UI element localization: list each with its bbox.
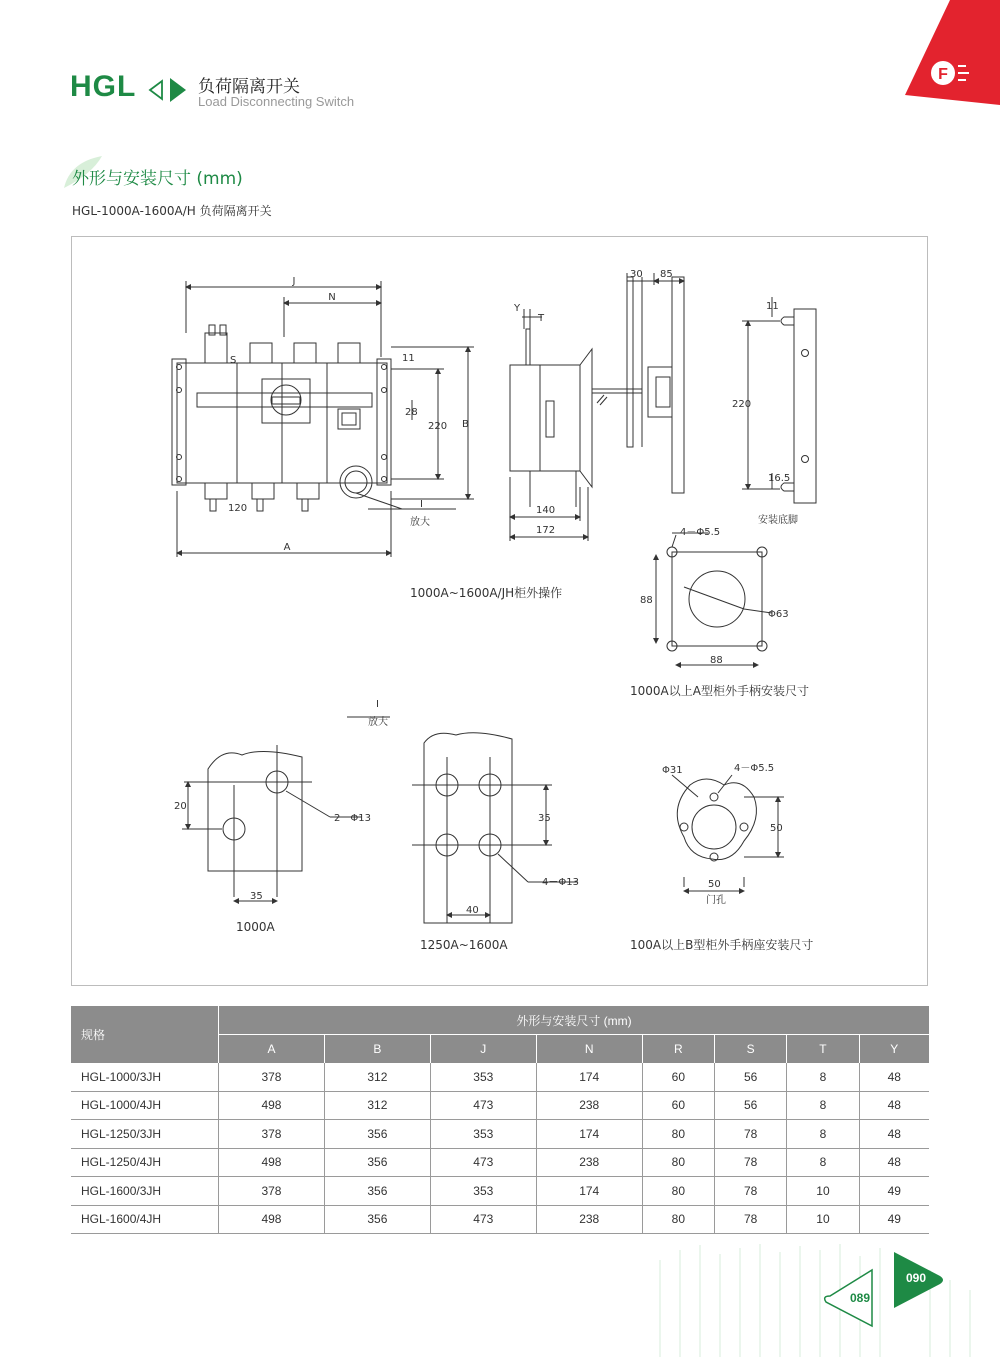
type-b-handle	[672, 775, 784, 887]
table-cell: 356	[324, 1148, 430, 1177]
variant-1000a: 1000A	[236, 920, 275, 934]
type-a-handle	[667, 547, 772, 651]
dim-85: 85	[660, 269, 673, 280]
table-cell: 378	[219, 1120, 325, 1149]
outside-operation-caption: 1000A~1600A/JH柜外操作	[410, 586, 563, 600]
dim-16-5: 16.5	[768, 473, 791, 484]
table-cell: 8	[787, 1091, 859, 1120]
dim-220-front: 220	[428, 421, 448, 432]
enlarge-label: 放大	[368, 717, 388, 728]
table-cell: 356	[324, 1120, 430, 1149]
table-cell: 473	[430, 1205, 536, 1234]
table-cell: 238	[536, 1148, 642, 1177]
corner-logo-letter: F	[938, 66, 948, 83]
table-cell: 174	[536, 1063, 642, 1091]
model-cell: HGL-1250/3JH	[71, 1120, 219, 1149]
model-cell: HGL-1600/4JH	[71, 1205, 219, 1234]
table-row	[71, 1063, 929, 1091]
dim-88-vertical: 88	[640, 595, 653, 606]
col-header: R	[642, 1035, 714, 1064]
dim-n: N	[328, 292, 336, 303]
model-cell: HGL-1600/3JH	[71, 1177, 219, 1206]
table-cell: 80	[642, 1205, 714, 1234]
table-cell: 78	[715, 1177, 787, 1206]
door-hole-label: 门孔	[706, 895, 726, 906]
dim-phi63: Φ63	[768, 609, 789, 620]
table-cell: 49	[859, 1177, 929, 1206]
table-cell: 312	[324, 1091, 430, 1120]
arrow-mark-icon	[148, 76, 188, 104]
model-header: 规格	[71, 1006, 219, 1063]
dim-11-foot: 11	[766, 301, 779, 312]
table-cell: 312	[324, 1063, 430, 1091]
table-cell: 56	[715, 1091, 787, 1120]
table-row	[71, 1205, 929, 1234]
table-row	[71, 1148, 929, 1177]
product-title-en: Load Disconnecting Switch	[198, 94, 355, 109]
table-cell: 78	[715, 1120, 787, 1149]
dim-11-front: 11	[402, 353, 415, 364]
table-cell: 498	[219, 1148, 325, 1177]
model-cell: HGL-1000/3JH	[71, 1063, 219, 1091]
table-cell: 174	[536, 1177, 642, 1206]
dim-2phi13: 2－Φ13	[334, 813, 371, 824]
brand-name: HGL	[70, 70, 137, 103]
dim-phi31: Φ31	[662, 765, 683, 776]
dim-20: 20	[174, 801, 187, 812]
dim-140: 140	[536, 505, 556, 516]
table-cell: 378	[219, 1177, 325, 1206]
table-cell: 80	[642, 1120, 714, 1149]
table-cell: 48	[859, 1148, 929, 1177]
page-number-right: 090	[905, 1271, 927, 1285]
detail-mark: I	[376, 699, 379, 710]
table-cell: 8	[787, 1120, 859, 1149]
dim-4phi13: 4－Φ13	[542, 877, 579, 888]
dim-a: A	[283, 542, 291, 553]
front-view	[172, 325, 391, 511]
dim-4phi5-5-b: 4－Φ5.5	[734, 763, 775, 774]
table-row	[71, 1120, 929, 1149]
detail-1250a-1600a	[412, 733, 578, 923]
col-header: B	[324, 1035, 430, 1064]
table-cell: 60	[642, 1091, 714, 1120]
dim-50-vertical: 50	[770, 823, 783, 834]
dim-172: 172	[536, 525, 556, 536]
table-cell: 8	[787, 1148, 859, 1177]
dim-88-horizontal: 88	[710, 655, 723, 666]
dim-35-horizontal: 35	[250, 891, 263, 902]
table-cell: 238	[536, 1205, 642, 1234]
table-cell: 56	[715, 1063, 787, 1091]
corner-logo	[900, 0, 1000, 105]
dim-y: Y	[514, 303, 521, 314]
section-subtitle: HGL-1000A-1600A/H 负荷隔离开关	[72, 204, 272, 218]
detail-mark-front: I	[420, 499, 423, 510]
col-header: S	[715, 1035, 787, 1064]
table-row	[71, 1091, 929, 1120]
dimension-table	[71, 1006, 929, 1234]
table-cell: 49	[859, 1205, 929, 1234]
product-title: 负荷隔离开关	[198, 77, 300, 97]
dim-50-horizontal: 50	[708, 879, 721, 890]
dim-120: 120	[228, 503, 248, 514]
dim-t: T	[538, 313, 545, 324]
dim-j: J	[292, 276, 296, 287]
table-cell: 498	[219, 1091, 325, 1120]
table-cell: 8	[787, 1063, 859, 1091]
page-numbers	[640, 1240, 1000, 1357]
col-header: J	[430, 1035, 536, 1064]
variant-1250a-1600a: 1250A~1600A	[420, 938, 508, 952]
table-cell: 498	[219, 1205, 325, 1234]
type-b-caption: 100A以上B型柜外手柄座安装尺寸	[630, 938, 814, 952]
table-cell: 78	[715, 1148, 787, 1177]
dim-s: S	[230, 355, 237, 366]
dimension-drawing	[71, 236, 928, 986]
col-header: Y	[859, 1035, 929, 1064]
table-cell: 10	[787, 1205, 859, 1234]
table-cell: 238	[536, 1091, 642, 1120]
page-number-left: 089	[849, 1291, 871, 1305]
table-cell: 356	[324, 1205, 430, 1234]
table-cell: 473	[430, 1148, 536, 1177]
col-header: T	[787, 1035, 859, 1064]
col-header: N	[536, 1035, 642, 1064]
table-cell: 80	[642, 1177, 714, 1206]
table-cell: 60	[642, 1063, 714, 1091]
drawing-canvas	[72, 237, 927, 985]
table-row	[71, 1177, 929, 1206]
dim-4phi5-5-a: 4－Φ5.5	[680, 527, 721, 538]
dim-40: 40	[466, 905, 479, 916]
table-cell: 353	[430, 1177, 536, 1206]
section-title: 外形与安装尺寸 (mm)	[72, 169, 243, 189]
table-cell: 353	[430, 1063, 536, 1091]
enlarge-label-front: 放大	[410, 517, 430, 528]
table-cell: 356	[324, 1177, 430, 1206]
type-a-caption: 1000A以上A型柜外手柄安装尺寸	[630, 684, 809, 698]
side-view	[510, 277, 684, 507]
mount-foot-label: 安装底脚	[758, 515, 798, 526]
table-cell: 48	[859, 1063, 929, 1091]
table-cell: 174	[536, 1120, 642, 1149]
dim-35-vertical: 35	[538, 813, 551, 824]
dim-30: 30	[630, 269, 643, 280]
table-cell: 378	[219, 1063, 325, 1091]
model-cell: HGL-1000/4JH	[71, 1091, 219, 1120]
dim-b: B	[462, 419, 469, 430]
dim-220-foot: 220	[732, 399, 752, 410]
table-cell: 473	[430, 1091, 536, 1120]
table-cell: 80	[642, 1148, 714, 1177]
table-cell: 10	[787, 1177, 859, 1206]
table-cell: 48	[859, 1120, 929, 1149]
group-header: 外形与安装尺寸 (mm)	[219, 1006, 930, 1035]
table-cell: 78	[715, 1205, 787, 1234]
col-header: A	[219, 1035, 325, 1064]
table-cell: 48	[859, 1091, 929, 1120]
dim-28: 28	[405, 407, 418, 418]
table-cell: 353	[430, 1120, 536, 1149]
model-cell: HGL-1250/4JH	[71, 1148, 219, 1177]
